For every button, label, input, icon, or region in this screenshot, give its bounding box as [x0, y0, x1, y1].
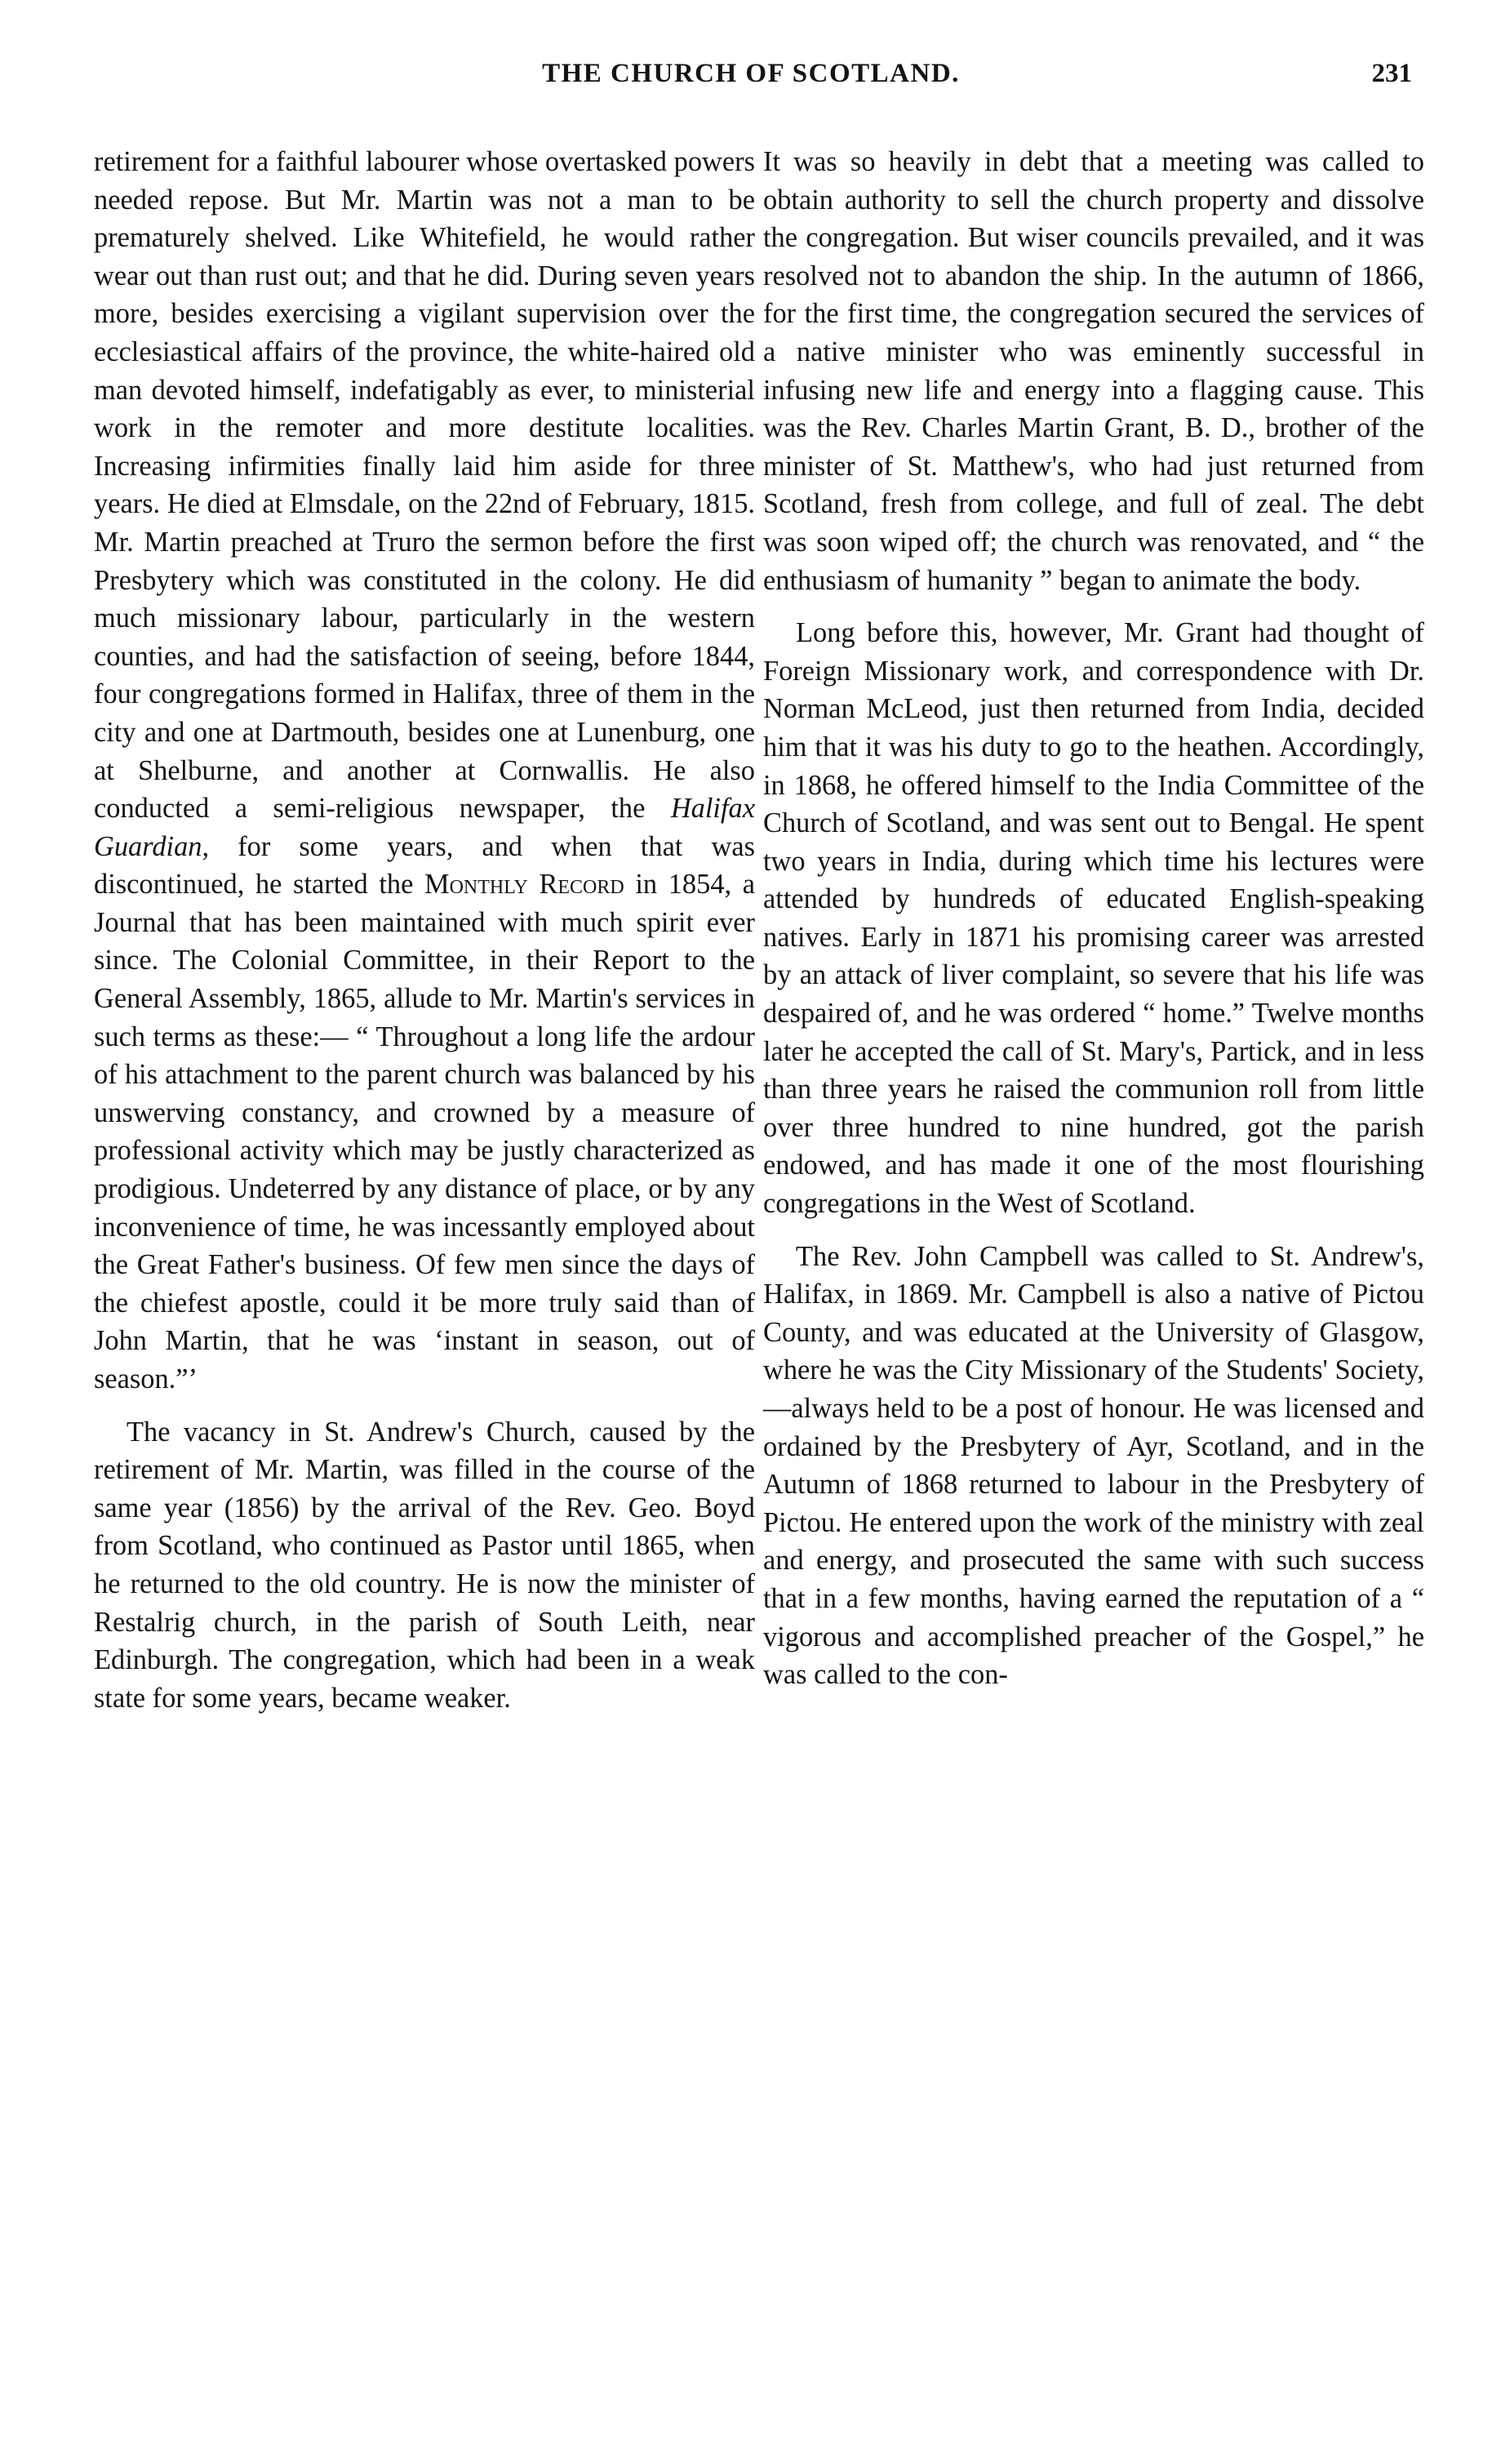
- left-paragraph-1: [94, 143, 755, 1399]
- page-header: [90, 59, 1412, 108]
- paragraph-text: retirement for a faithful labourer whose overtasked powers needed repose. But Mr. Martin was not a man to be prematurely shelved. Like Whitefield, he would rather wear out than rust out; and that he did. During seven years more, besides exercising a vigilant supervision over the ecclesiastical affairs of the province, the white-haired old man devoted himself, indefatigably as ever, to ministerial work in the remoter and more destitute localities. Increasing infirmities finally laid him aside for three years. He died at Elmsdale, on the 22nd of February, 1815. Mr. Martin preached at Truro the sermon before the first Presbytery which was constituted in the colony. He did much missionary labour, particularly in the western counties, and had the satisfaction of seeing, before 1844, four congregations formed in Halifax, three of them in the city and one at Dartmouth, besides one at Lunenburg, one at Shelburne, and another at Cornwallis. He also conducted a semi-religious newspaper, the: [94, 146, 755, 825]
- right-paragraph-3: The Rev. John Campbell was called to St. Andrew's, Halifax, in 1869. Mr. Campbell is also a native of Pictou County, and was educated at the University of Glasgow, where he was the City Missionary of the Students' Society, —always held to be a post of honour. He was licensed and ordained by the Presbytery of Ayr, Scotland, and in the Autumn of 1868 returned to labour in the Presbytery of Pictou. He entered upon the work of the ministry with zeal and energy, and prosecuted the same with such success that in a few months, having earned the reputation of a “ vigorous and accomplished preacher of the Gospel,” he was called to the con-: [763, 1240, 1424, 1691]
- newspaper-title: Halifax Guardian,: [94, 793, 755, 862]
- journal-title: Monthly Record: [424, 869, 624, 901]
- left-paragraph-2: The vacancy in St. Andrew's Church, caused by the retirement of Mr. Martin, was filled in the course of the same year (1856) by the arrival of the Rev. Geo. Boyd from Scotland, who continued as Pastor until 1865, when he returned to the old country. He is now the minister of Restalrig church, in the parish of South Leith, near Edinburgh. The congregation, which had been in a weak state for some years, became weaker.: [94, 1416, 755, 1714]
- paragraph-text: for some years, and when that was discontinued, he started the: [94, 830, 755, 901]
- right-paragraph-1: It was so heavily in debt that a meeting was called to obtain authority to sell the church property and dissolve the congregation. But wiser councils prevailed, and it was resolved not to abandon the ship. In the autumn of 1866, for the first time, the congregation secured the services of a native minister who was eminently successful in infusing new life and energy into a flagging cause. This was the Rev. Charles Martin Grant, B. D., brother of the minister of St. Matthew's, who had just returned from Scotland, fresh from college, and full of zeal. The debt was soon wiped off; the church was renovated, and “ the enthusiasm of humanity ” began to animate the body.: [763, 146, 1424, 596]
- right-column: [763, 143, 1424, 1694]
- left-column: [94, 143, 755, 1717]
- right-paragraph-2: Long before this, however, Mr. Grant had thought of Foreign Missionary work, and correspondence with Dr. Norman McLeod, just then returned from India, decided him that it was his duty to go to the heathen. Accordingly, in 1868, he offered himself to the India Committee of the Church of Scotland, and was sent out to Bengal. He spent two years in India, during which time his lectures were attended by hundreds of educated English-speaking natives. Early in 1871 his promising career was arrested by an attack of liver complaint, so severe that his life was despaired of, and he was ordered “ home.” Twelve months later he accepted the call of St. Mary's, Partick, and in less than three years he raised the communion roll from little over three hundred to nine hundred, got the parish endowed, and has made it one of the most flourishing congregations in the West of Scotland.: [763, 617, 1424, 1220]
- running-title: THE CHURCH OF SCOTLAND.: [542, 59, 960, 88]
- page-number: 231: [1371, 59, 1412, 88]
- paragraph-text: in 1854, a Journal that has been maintained with much spirit ever since. The Colonial Committee, in their Report to the General Assembly, 1865, allude to Mr. Martin's services in such terms as these:— “ Throughout a long life the ardour of his attachment to the parent church was balanced by his unswerving constancy, and crowned by a measure of professional activity which may be justly characterized as prodigious. Undeterred by any distance of place, or by any inconvenience of time, he was incessantly employed about the Great Father's business. Of few men since the days of the chiefest apostle, could it be more truly said than of John Martin, that he was ‘instant in season, out of season.”’: [94, 869, 756, 1394]
